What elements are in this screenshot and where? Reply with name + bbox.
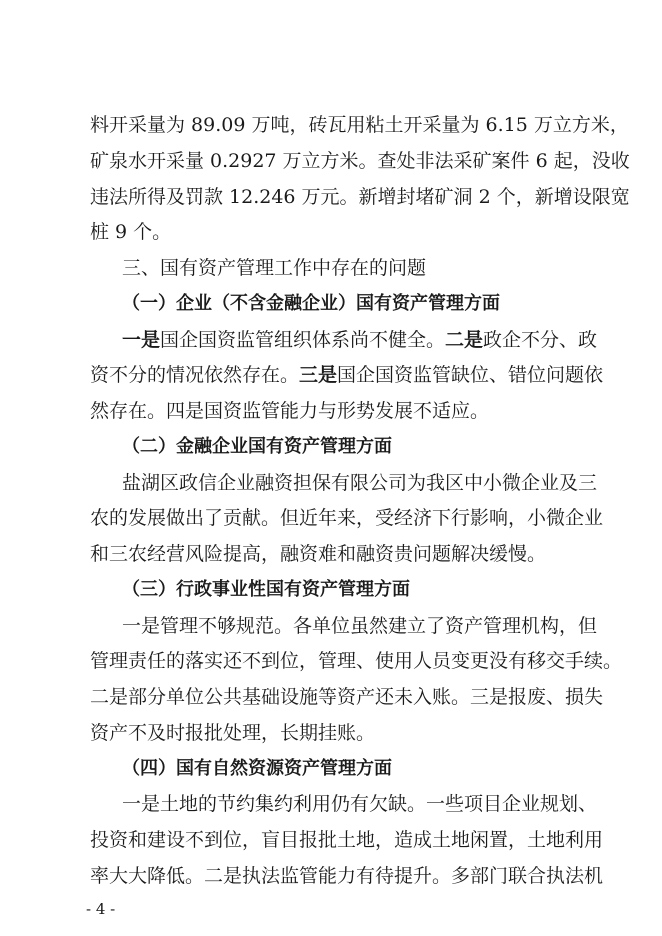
emphasis-text: 一是 xyxy=(122,329,161,351)
body-text: 然存在。四是国资监管能力与形势发展不适应。 xyxy=(90,400,490,422)
emphasis-text: 三是 xyxy=(299,364,338,386)
subsection-heading-1: （一）企业（不含金融企业）国有资产管理方面 xyxy=(122,293,500,314)
body-line: 资产不及时报批处理，长期挂账。 xyxy=(90,722,376,744)
body-line: 管理责任的落实还不到位，管理、使用人员变更没有移交手续。 xyxy=(90,650,623,672)
body-line: 一是管理不够规范。各单位虽然建立了资产管理机构，但 xyxy=(122,615,598,637)
body-text: 国企国资监管缺位、错位问题依 xyxy=(337,364,604,386)
subsection-heading-3: （三）行政事业性国有资产管理方面 xyxy=(122,579,410,600)
subsection-heading-2: （二）金融企业国有资产管理方面 xyxy=(122,436,392,457)
body-line: 盐湖区政信企业融资担保有限公司为我区中小微企业及三 xyxy=(122,472,598,494)
body-line: 矿泉水开采量 0.2927 万立方米。查处非法采矿案件 6 起，没收 xyxy=(90,150,630,172)
subsection-heading-4: （四）国有自然资源资产管理方面 xyxy=(122,758,392,779)
body-line: 桩 9 个。 xyxy=(90,221,172,243)
body-line: 投资和建设不到位，盲目报批土地，造成土地闲置，土地利用 xyxy=(90,829,604,851)
body-line: 料开采量为 89.09 万吨，砖瓦用粘土开采量为 6.15 万立方米， xyxy=(90,114,629,136)
body-line: 一是土地的节约集约利用仍有欠缺。一些项目企业规划、 xyxy=(122,793,598,815)
body-line xyxy=(90,399,580,423)
body-line: 违法所得及罚款 12.246 万元。新增封堵矿洞 2 个，新增设限宽 xyxy=(90,186,630,208)
page-number: - 4 - xyxy=(86,900,116,918)
body-text: 政企不分、政 xyxy=(483,329,598,351)
body-line: 率大大降低。二是执法监管能力有待提升。多部门联合执法机 xyxy=(90,865,604,887)
body-line xyxy=(90,363,604,387)
emphasis-text: 二是 xyxy=(445,329,484,351)
body-text: 国企国资监管组织体系尚不健全。 xyxy=(160,329,446,351)
body-line: 和三农经营风险提高，融资难和融资贵问题解决缓慢。 xyxy=(90,543,547,565)
body-line: 农的发展做出了贡献。但近年来，受经济下行影响，小微企业 xyxy=(90,507,604,529)
body-line xyxy=(122,328,598,352)
section-heading: 三、国有资产管理工作中存在的问题 xyxy=(122,257,427,279)
body-line: 二是部分单位公共基础设施等资产还未入账。三是报废、损失 xyxy=(90,686,604,708)
body-text: 资不分的情况依然存在。 xyxy=(90,364,300,386)
